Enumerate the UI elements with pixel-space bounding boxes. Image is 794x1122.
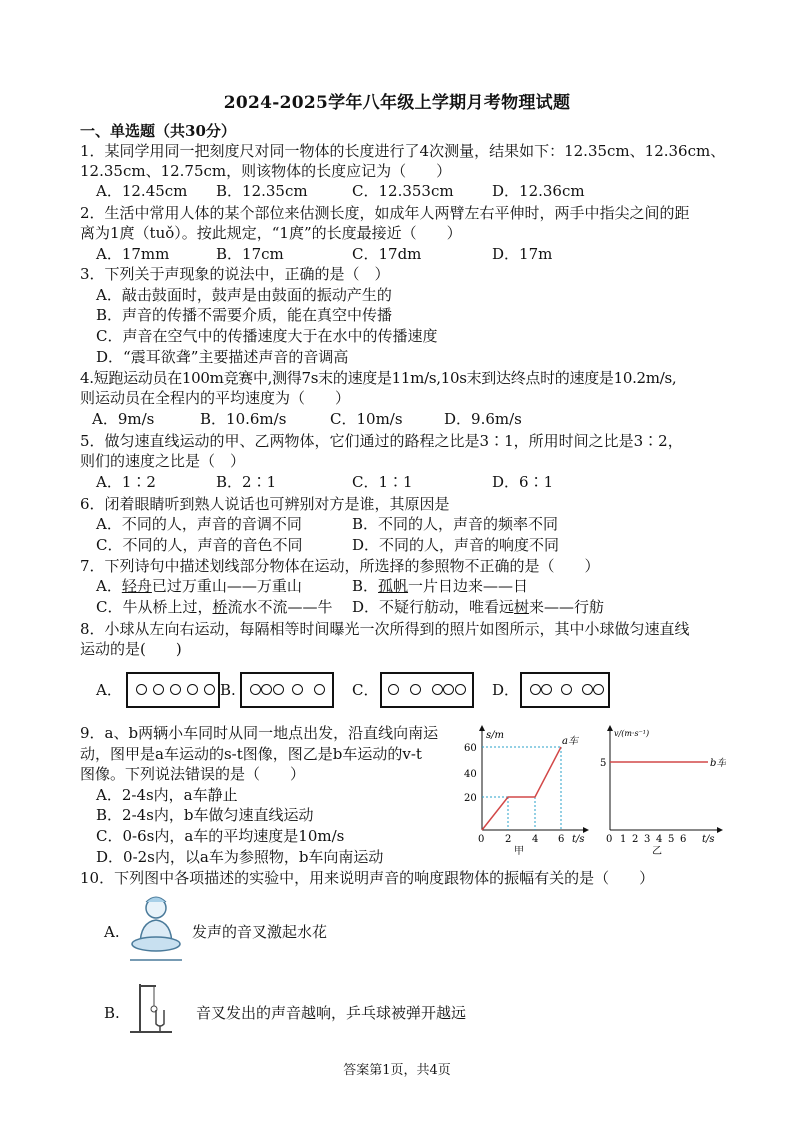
graph-jia-xtick-2: 2 [505, 834, 512, 845]
graph-yi-xtick-3: 3 [644, 834, 651, 845]
graph-yi-xtick-4: 4 [656, 834, 663, 845]
q2-option-d: D．17m [492, 245, 553, 263]
q6-stem: 6．闭着眼睛听到熟人说话也可辨别对方是谁，其原因是 [80, 495, 450, 513]
graph-jia-caption: 甲 [514, 846, 524, 856]
tuning-fork [156, 1010, 164, 1026]
q8-stem-line1: 8．小球从左向右运动，每隔相等时间曝光一次所得到的照片如图所示，其中小球做匀速直线 [80, 620, 690, 638]
graph-jia-line [482, 747, 561, 830]
ball-b5 [314, 684, 325, 695]
q1-option-d: D．12.36cm [492, 182, 585, 200]
q9-stem-line1: 9．a、b两辆小车同时从同一地点出发，沿直线向南运 [80, 724, 439, 742]
q1-option-a: A．12.45cm [96, 182, 188, 200]
q7-a-prefix: A． [96, 577, 122, 595]
ball-c1 [388, 684, 399, 695]
graph-yi-ytick-5: 5 [600, 758, 607, 769]
ball-b2 [261, 684, 272, 695]
q7-option-d [352, 597, 604, 617]
graph-jia-xtick-4: 4 [532, 834, 539, 845]
student-hat [146, 897, 166, 902]
q7-stem: 7．下列诗句中描述划线部分物体在运动，所选择的参照物不正确的是（ ） [80, 557, 600, 575]
q1-option-b: B．12.35cm [216, 182, 308, 200]
q1-stem-line1: 1．某同学用同一把刻度尺对同一物体的长度进行了4次测量，结果如下：12.35cm、12.36cm、 [80, 142, 726, 160]
q7-a-underlined: 轻舟 [121, 577, 152, 595]
ball-c4 [443, 684, 454, 695]
graph-yi-caption: 乙 [652, 846, 662, 856]
graph-jia-ytick-40: 40 [464, 769, 477, 780]
q2-option-b: B．17cm [216, 245, 284, 263]
q5-option-a: A．1∶2 [96, 473, 156, 491]
graph-yi-series-label: b车 [710, 758, 726, 769]
q4-option-d: D．9.6m/s [444, 410, 522, 428]
q3-option-c: C．声音在空气中的传播速度大于在水中的传播速度 [96, 327, 438, 345]
graph-yi-ylabel: v/(m·s⁻¹) [614, 729, 650, 738]
q7-c-suffix: 流水不流——牛 [227, 598, 333, 616]
q7-d-prefix: D．不疑行舫动，唯看远 [352, 598, 515, 616]
graph-jia-xtick-0: 0 [478, 834, 485, 845]
ball-c3 [432, 684, 443, 695]
q10-option-a-illustration [126, 894, 188, 966]
q3-stem: 3．下列关于声现象的说法中，正确的是（ ） [80, 265, 390, 283]
ball-a1 [136, 684, 147, 695]
q6-option-d: D．不同的人，声音的响度不同 [352, 536, 560, 554]
ball-d5 [593, 684, 604, 695]
graph-jia-series-label: a车 [562, 736, 578, 747]
q2-stem-line1: 2．生活中常用人体的某个部位来估测长度，如成年人两臂左右平伸时，两手中指尖之间的距 [80, 204, 690, 222]
q10-stem: 10．下列图中各项描述的实验中，用来说明声音的响度跟物体的振幅有关的是（ ） [80, 869, 655, 887]
q4-option-b: B．10.6m/s [200, 410, 287, 428]
q10-option-b-text: 音叉发出的声音越响，乒乓球被弹开越远 [196, 1004, 467, 1022]
q7-c-underlined: 桥 [212, 598, 228, 616]
ball-b1 [250, 684, 261, 695]
q3-option-a: A．敲击鼓面时，鼓声是由鼓面的振动产生的 [96, 286, 392, 304]
ball-a3 [170, 684, 181, 695]
q1-option-c: C．12.353cm [352, 182, 454, 200]
ball-a2 [153, 684, 164, 695]
graph-jia-ytick-60: 60 [464, 743, 477, 754]
q2-stem-line2: 离为1庹（tuǒ）。按此规定，“1庹”的长度最接近（ ） [80, 224, 462, 242]
q8-photo-d [520, 672, 610, 708]
q9-option-a: A．2-4s内，a车静止 [96, 786, 238, 804]
graph-yi-xlabel: t/s [702, 834, 715, 845]
q10-option-b-label: B. [104, 1004, 120, 1022]
ball-d4 [582, 684, 593, 695]
q4-stem-line2: 则运动员在全程内的平均速度为（ ） [80, 389, 351, 407]
q8-label-b: B. [220, 681, 236, 699]
ball-c5 [455, 684, 466, 695]
q7-b-prefix: B． [352, 577, 379, 595]
q3-option-b: B．声音的传播不需要介质，能在真空中传播 [96, 306, 393, 324]
ball-a5 [204, 684, 215, 695]
graph-jia [462, 724, 592, 856]
q7-b-suffix: 一片日边来——日 [408, 577, 529, 595]
q7-a-suffix: 已过万重山——万重山 [151, 577, 302, 595]
q7-c-prefix: C．牛从桥上过， [96, 598, 213, 616]
q8-photo-b [240, 672, 334, 708]
graph-jia-xlabel: t/s [572, 834, 585, 845]
q5-option-d: D．6∶1 [492, 473, 554, 491]
ball-d1 [530, 684, 541, 695]
q7-d-underlined: 树 [514, 598, 530, 616]
page-footer: 答案第1页，共4页 [343, 1063, 451, 1078]
q7-option-a [96, 576, 302, 596]
q9-option-b: B．2-4s内，b车做匀速直线运动 [96, 806, 314, 824]
graph-yi-xtick-6: 6 [680, 834, 687, 845]
graph-jia-ylabel: s/m [486, 730, 504, 741]
q4-stem-line1: 4.短跑运动员在100m竞赛中,测得7s末的速度是11m/s,10s末到达终点时的速度是10.2m/s, [80, 369, 677, 387]
q5-stem-line2: 则们的速度之比是（ ） [80, 452, 246, 470]
q9-option-c: C．0-6s内，a车的平均速度是10m/s [96, 827, 345, 845]
q8-label-c: C． [352, 681, 379, 699]
q8-label-a: A． [96, 681, 122, 699]
ball-b3 [273, 684, 284, 695]
graph-yi-xtick-1: 1 [620, 834, 627, 845]
water-basin [132, 937, 180, 951]
section-heading: 一、单选题（共30分） [80, 122, 236, 140]
graph-yi-xtick-5: 5 [668, 834, 675, 845]
q8-photo-a [126, 672, 220, 708]
graph-yi-xtick-2: 2 [632, 834, 639, 845]
q4-option-c: C．10m/s [330, 410, 403, 428]
ball-c2 [410, 684, 421, 695]
graph-yi [596, 724, 726, 856]
q7-b-underlined: 孤帆 [378, 577, 409, 595]
q7-option-c [96, 597, 333, 617]
page-title: 2024-2025学年八年级上学期月考物理试题 [223, 93, 571, 113]
q6-option-a: A．不同的人，声音的音调不同 [96, 515, 302, 533]
q6-option-b: B．不同的人，声音的频率不同 [352, 515, 559, 533]
q9-stem-line3: 图像。下列说法错误的是（ ） [80, 765, 306, 783]
ball-d3 [561, 684, 572, 695]
q5-stem-line1: 5．做匀速直线运动的甲、乙两物体，它们通过的路程之比是3∶1，所用时间之比是3∶2， [80, 432, 683, 450]
q6-option-c: C．不同的人，声音的音色不同 [96, 536, 303, 554]
q1-stem-line2: 12.35cm、12.75cm，则该物体的长度应记为（ ） [80, 162, 452, 180]
q8-photo-c [380, 672, 474, 708]
q8-stem-line2: 运动的是( ) [80, 640, 182, 658]
ball-a4 [187, 684, 198, 695]
q10-option-b-illustration [126, 980, 182, 1038]
q5-option-b: B．2∶1 [216, 473, 277, 491]
graph-jia-xtick-6: 6 [558, 834, 565, 845]
ball-b4 [292, 684, 303, 695]
q2-option-a: A．17mm [96, 245, 170, 263]
q8-label-d: D． [492, 681, 520, 699]
ball-d2 [541, 684, 552, 695]
q9-option-d: D．0-2s内，以a车为参照物，b车向南运动 [96, 848, 384, 866]
q2-option-c: C．17dm [352, 245, 422, 263]
q4-option-a: A．9m/s [92, 410, 155, 428]
q3-option-d: D．“震耳欲聋”主要描述声音的音调高 [96, 348, 349, 366]
q10-option-a-label: A. [104, 923, 120, 941]
q5-option-c: C．1∶1 [352, 473, 413, 491]
graph-yi-xtick-0: 0 [606, 834, 613, 845]
q9-stem-line2: 动，图甲是a车运动的s-t图像，图乙是b车运动的v-t [80, 745, 422, 763]
q7-d-suffix: 来——行舫 [529, 598, 605, 616]
q10-option-a-text: 发声的音叉激起水花 [192, 923, 328, 941]
graph-jia-ytick-20: 20 [464, 793, 477, 804]
q7-option-b [352, 576, 528, 596]
